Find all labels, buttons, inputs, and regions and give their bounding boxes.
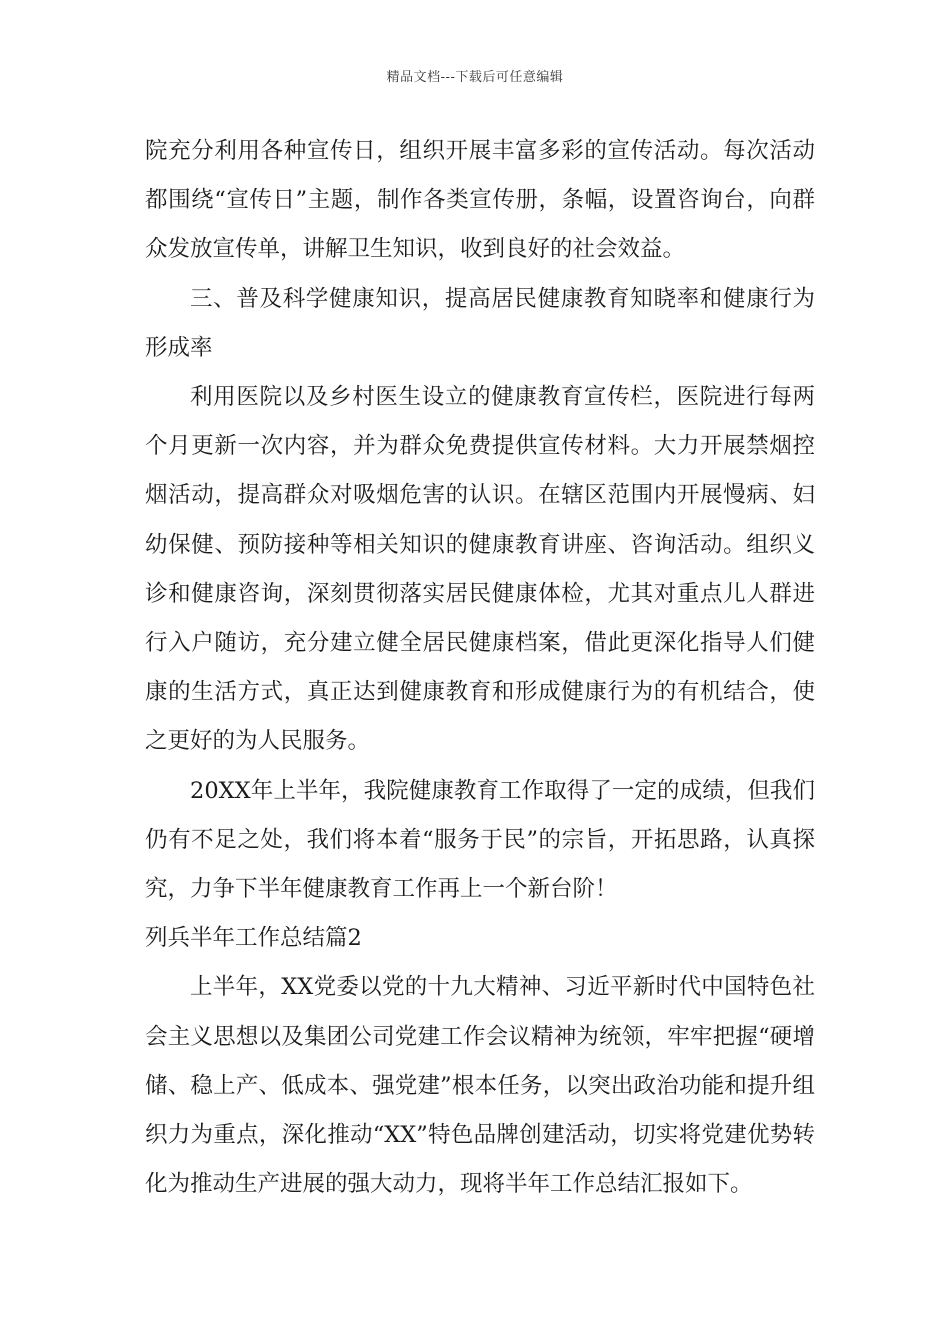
page-header: 精品文档---下载后可任意编辑	[386, 70, 564, 85]
section-heading-3: 三、普及科学健康知识，提高居民健康教育知晓率和健康行为形成率	[145, 285, 815, 361]
paragraph-summary: 20XX年上半年，我院健康教育工作取得了一定的成绩，但我们仍有不足之处，我们将本着“服务于民”的宗旨，开拓思路，认真探究，力争下半年健康教育工作再上一个新台阶！	[145, 777, 815, 903]
article-title-2: 列兵半年工作总结篇2	[145, 925, 362, 952]
paragraph-health-knowledge: 利用医院以及乡村医生设立的健康教育宣传栏，医院进行每两个月更新一次内容，并为群众免费提供宣传材料。大力开展禁烟控烟活动，提高群众对吸烟危害的认识。在辖区范围内开展慢病、妇幼保健、预防接种等相关知识的健康教育讲座、咨询活动。组织义诊和健康咨询，深刻贯彻落实居民健康体检，尤其对重点儿人群进行入户随访，充分建立健全居民健康档案，借此更深化指导人们健康的生活方式，真正达到健康教育和形成健康行为的有机结合，使之更好的为人民服务。	[145, 384, 815, 755]
paragraph-intro-2: 上半年，XX党委以党的十九大精神、习近平新时代中国特色社会主义思想以及集团公司党建工作会议精神为统领，牢牢把握“硬增储、稳上产、低成本、强党建”根本任务，以突出政治功能和提升组织力为重点，深化推动“XX”特色品牌创建活动，切实将党建优势转化为推动生产进展的强大动力，现将半年工作总结汇报如下。	[145, 974, 815, 1198]
paragraph-continuation: 院充分利用各种宣传日，组织开展丰富多彩的宣传活动。每次活动都围绕“宣传日”主题，制作各类宣传册，条幅，设置咨询台，向群众发放宣传单，讲解卫生知识，收到良好的社会效益。	[145, 138, 815, 263]
document-body	[145, 127, 815, 1209]
